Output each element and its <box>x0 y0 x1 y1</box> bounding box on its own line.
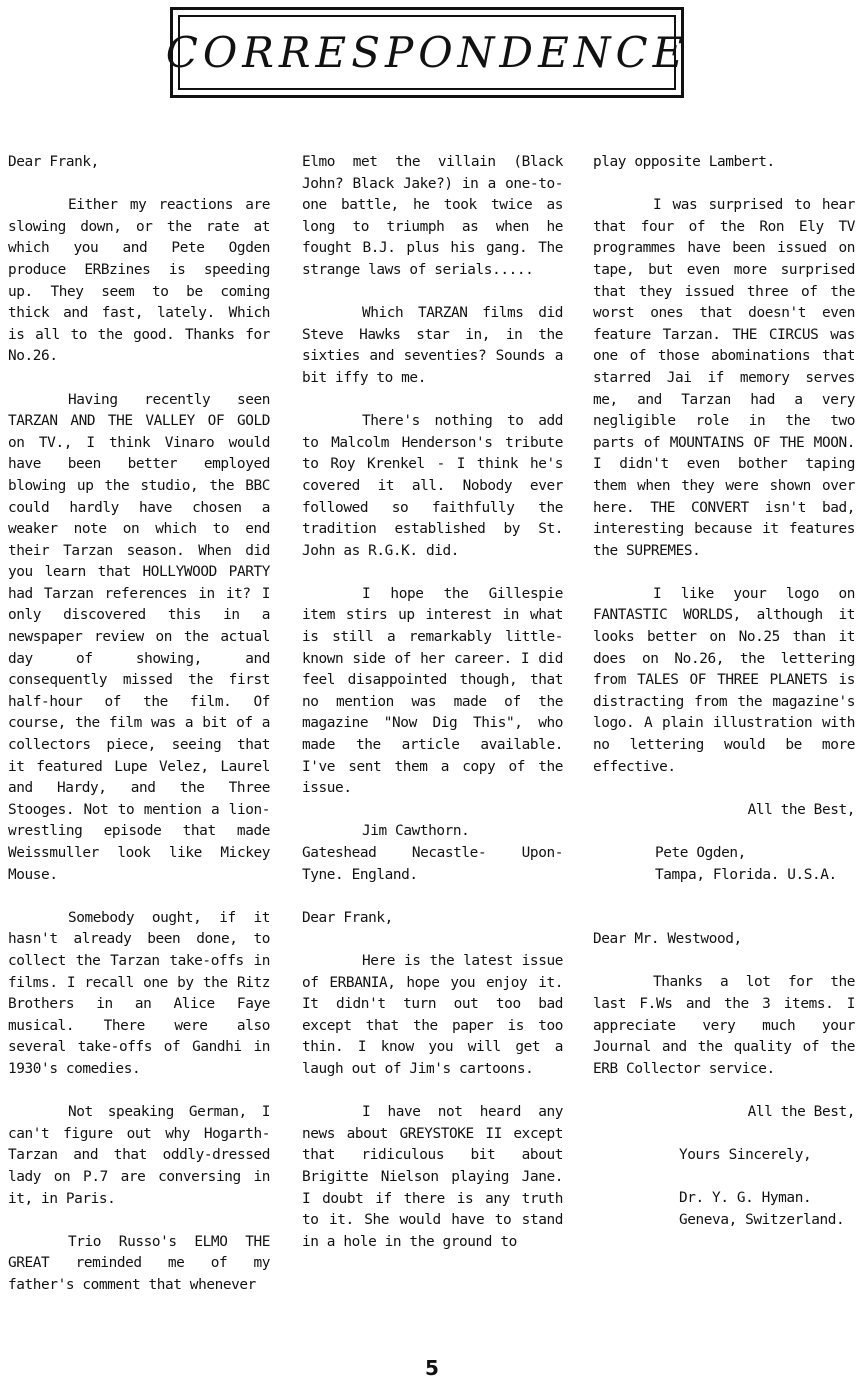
letter-1-paragraph: Somebody ought, if it hasn't already been done, to collect the Tarzan take-offs in films. I recall one by the Ritz Brothers in an Alice Faye musical. There were also several take-offs of Gandhi in 1930's comedies. <box>8 909 270 1077</box>
page-number: 5 <box>425 1356 439 1380</box>
letter-1-paragraph: I hope the Gillespie item stirs up interest in what is still a remarkably little-known side of her career. I did feel disappointed though, that no mention was made of the magazine "Now Dig This", who made the article available. I've sent them a copy of the issue. <box>302 585 563 797</box>
letter-1-paragraph: Having recently seen TARZAN AND THE VALLEY OF GOLD on TV., I think Vinaro would have been better employed blowing up the studio, the BBC could hardly have chosen a weaker note on which to end their Tarzan season. When did you learn that HOLLYWOOD PARTY had Tarzan references in it? I only discovered this in a newspaper review on the actual day of showing, and consequently missed the first half-hour of the film. Of course, the film was a bit of a collectors piece, seeing that it featured Lupe Velez, Laurel and Hardy, and the Three Stooges. Not to mention a lion-wrestling episode that made Weissmuller look like Mickey Mouse. <box>8 391 270 883</box>
masthead-box <box>165 7 689 98</box>
signature-name: Pete Ogden, <box>655 845 746 861</box>
letter-3-signature <box>593 1188 855 1231</box>
letter-3-paragraph: Thanks a lot for the last F.Ws and the 3 items. I appreciate very much your Journal and the quality of the ERB Collector service. <box>593 974 855 1077</box>
letter-2-paragraph: I was surprised to hear that four of the Ron Ely TV programmes have been issued on tape, but even more surprised that they issued three of the worst ones that doesn't even feature Tarzan. THE CIRCUS was one of those abominations that starred Jai if memory serves me, and Tarzan had a very negligible role in the two parts of MOUNTAINS OF THE MOON. I didn't even bother taping them when they were shown over here. THE CONVERT isn't bad, interesting because it features the SUPREMES. <box>593 197 855 559</box>
signature-name: Jim Cawthorn. <box>362 823 470 840</box>
letter-2-signature <box>593 843 855 886</box>
column-3 <box>593 152 855 1253</box>
masthead-title: CORRESPONDENCE <box>165 28 689 77</box>
letter-1-paragraph: Either my reactions are slowing down, or the rate at which you and Pete Ogden produce ERBzines is speeding up. They seem to be coming thick and fast, lately. Which is all to the good. Thanks for No.26. <box>8 197 270 365</box>
letter-1-paragraph: Not speaking German, I can't figure out why Hogarth-Tarzan and that oddly-dressed lady on P.7 are conversing in it, in Paris. <box>8 1104 270 1207</box>
letter-2-paragraph-part-a: I have not heard any news about GREYSTOKE II except that ridiculous bit about Brigitte Nielson playing Jane. I doubt if there is any truth to it. She would have to stand in a hole in the ground to <box>302 1104 563 1250</box>
letter-1-paragraph-part-b: Elmo met the villain (Black John? Black Jake?) in a one-to-one battle, he took twice as long to triumph as when he fought B.J. plus his gang. The strange laws of serials..... <box>302 154 563 278</box>
letter-1-paragraph-continued <box>8 1232 270 1297</box>
letter-2-salutation: Dear Frank, <box>302 909 393 926</box>
signature-address: Geneva, Switzerland. <box>679 1211 845 1228</box>
letter-1-paragraph-part-a: Trio Russo's ELMO THE GREAT reminded me of my father's comment that whenever <box>8 1233 270 1293</box>
signature-address: Gateshead Necastle- Upon- <box>302 845 563 861</box>
letter-2-closing: All the Best, <box>747 801 855 818</box>
letter-2-paragraph-continuation <box>593 152 855 174</box>
signature-address: Tampa, Florida. U.S.A. <box>655 866 837 883</box>
column-1 <box>8 152 270 1318</box>
letter-1-signature <box>302 821 563 886</box>
letter-1-paragraph: There's nothing to add to Malcolm Henderson's tribute to Roy Krenkel - I think he's covered it all. Nobody ever followed so faithfully the tradition established by St. John as R.G.K. did. <box>302 413 563 559</box>
letter-3-salutation: Dear Mr. Westwood, <box>593 931 742 948</box>
letter-1-salutation: Dear Frank, <box>8 154 99 170</box>
column-2 <box>302 152 563 1275</box>
signature-address: Tyne. England. <box>302 866 418 883</box>
letter-2-paragraph-continued <box>302 1102 563 1253</box>
masthead-inner-frame <box>165 15 689 90</box>
letter-1-paragraph-continuation <box>302 152 563 282</box>
letter-3-closing: All the Best, <box>747 1103 855 1120</box>
letter-2-paragraph-part-b: play opposite Lambert. <box>593 154 775 170</box>
letter-2-paragraph: Here is the latest issue of ERBANIA, hope you enjoy it. It didn't turn out too bad except that the paper is too thin. I know you will get a laugh out of Jim's cartoons. <box>302 952 563 1077</box>
signature-name: Dr. Y. G. Hyman. <box>679 1190 812 1207</box>
letter-1-paragraph: Which TARZAN films did Steve Hawks star in, in the sixties and seventies? Sounds a bit iffy to me. <box>302 305 563 386</box>
letter-3-closing-2: Yours Sincerely, <box>679 1147 812 1164</box>
letter-2-paragraph: I like your logo on FANTASTIC WORLDS, although it looks better on No.25 than it does on No.26, the lettering from TALES OF THREE PLANETS is distracting from the magazine's logo. A plain illustration with no lettering would be more effective. <box>593 585 855 775</box>
